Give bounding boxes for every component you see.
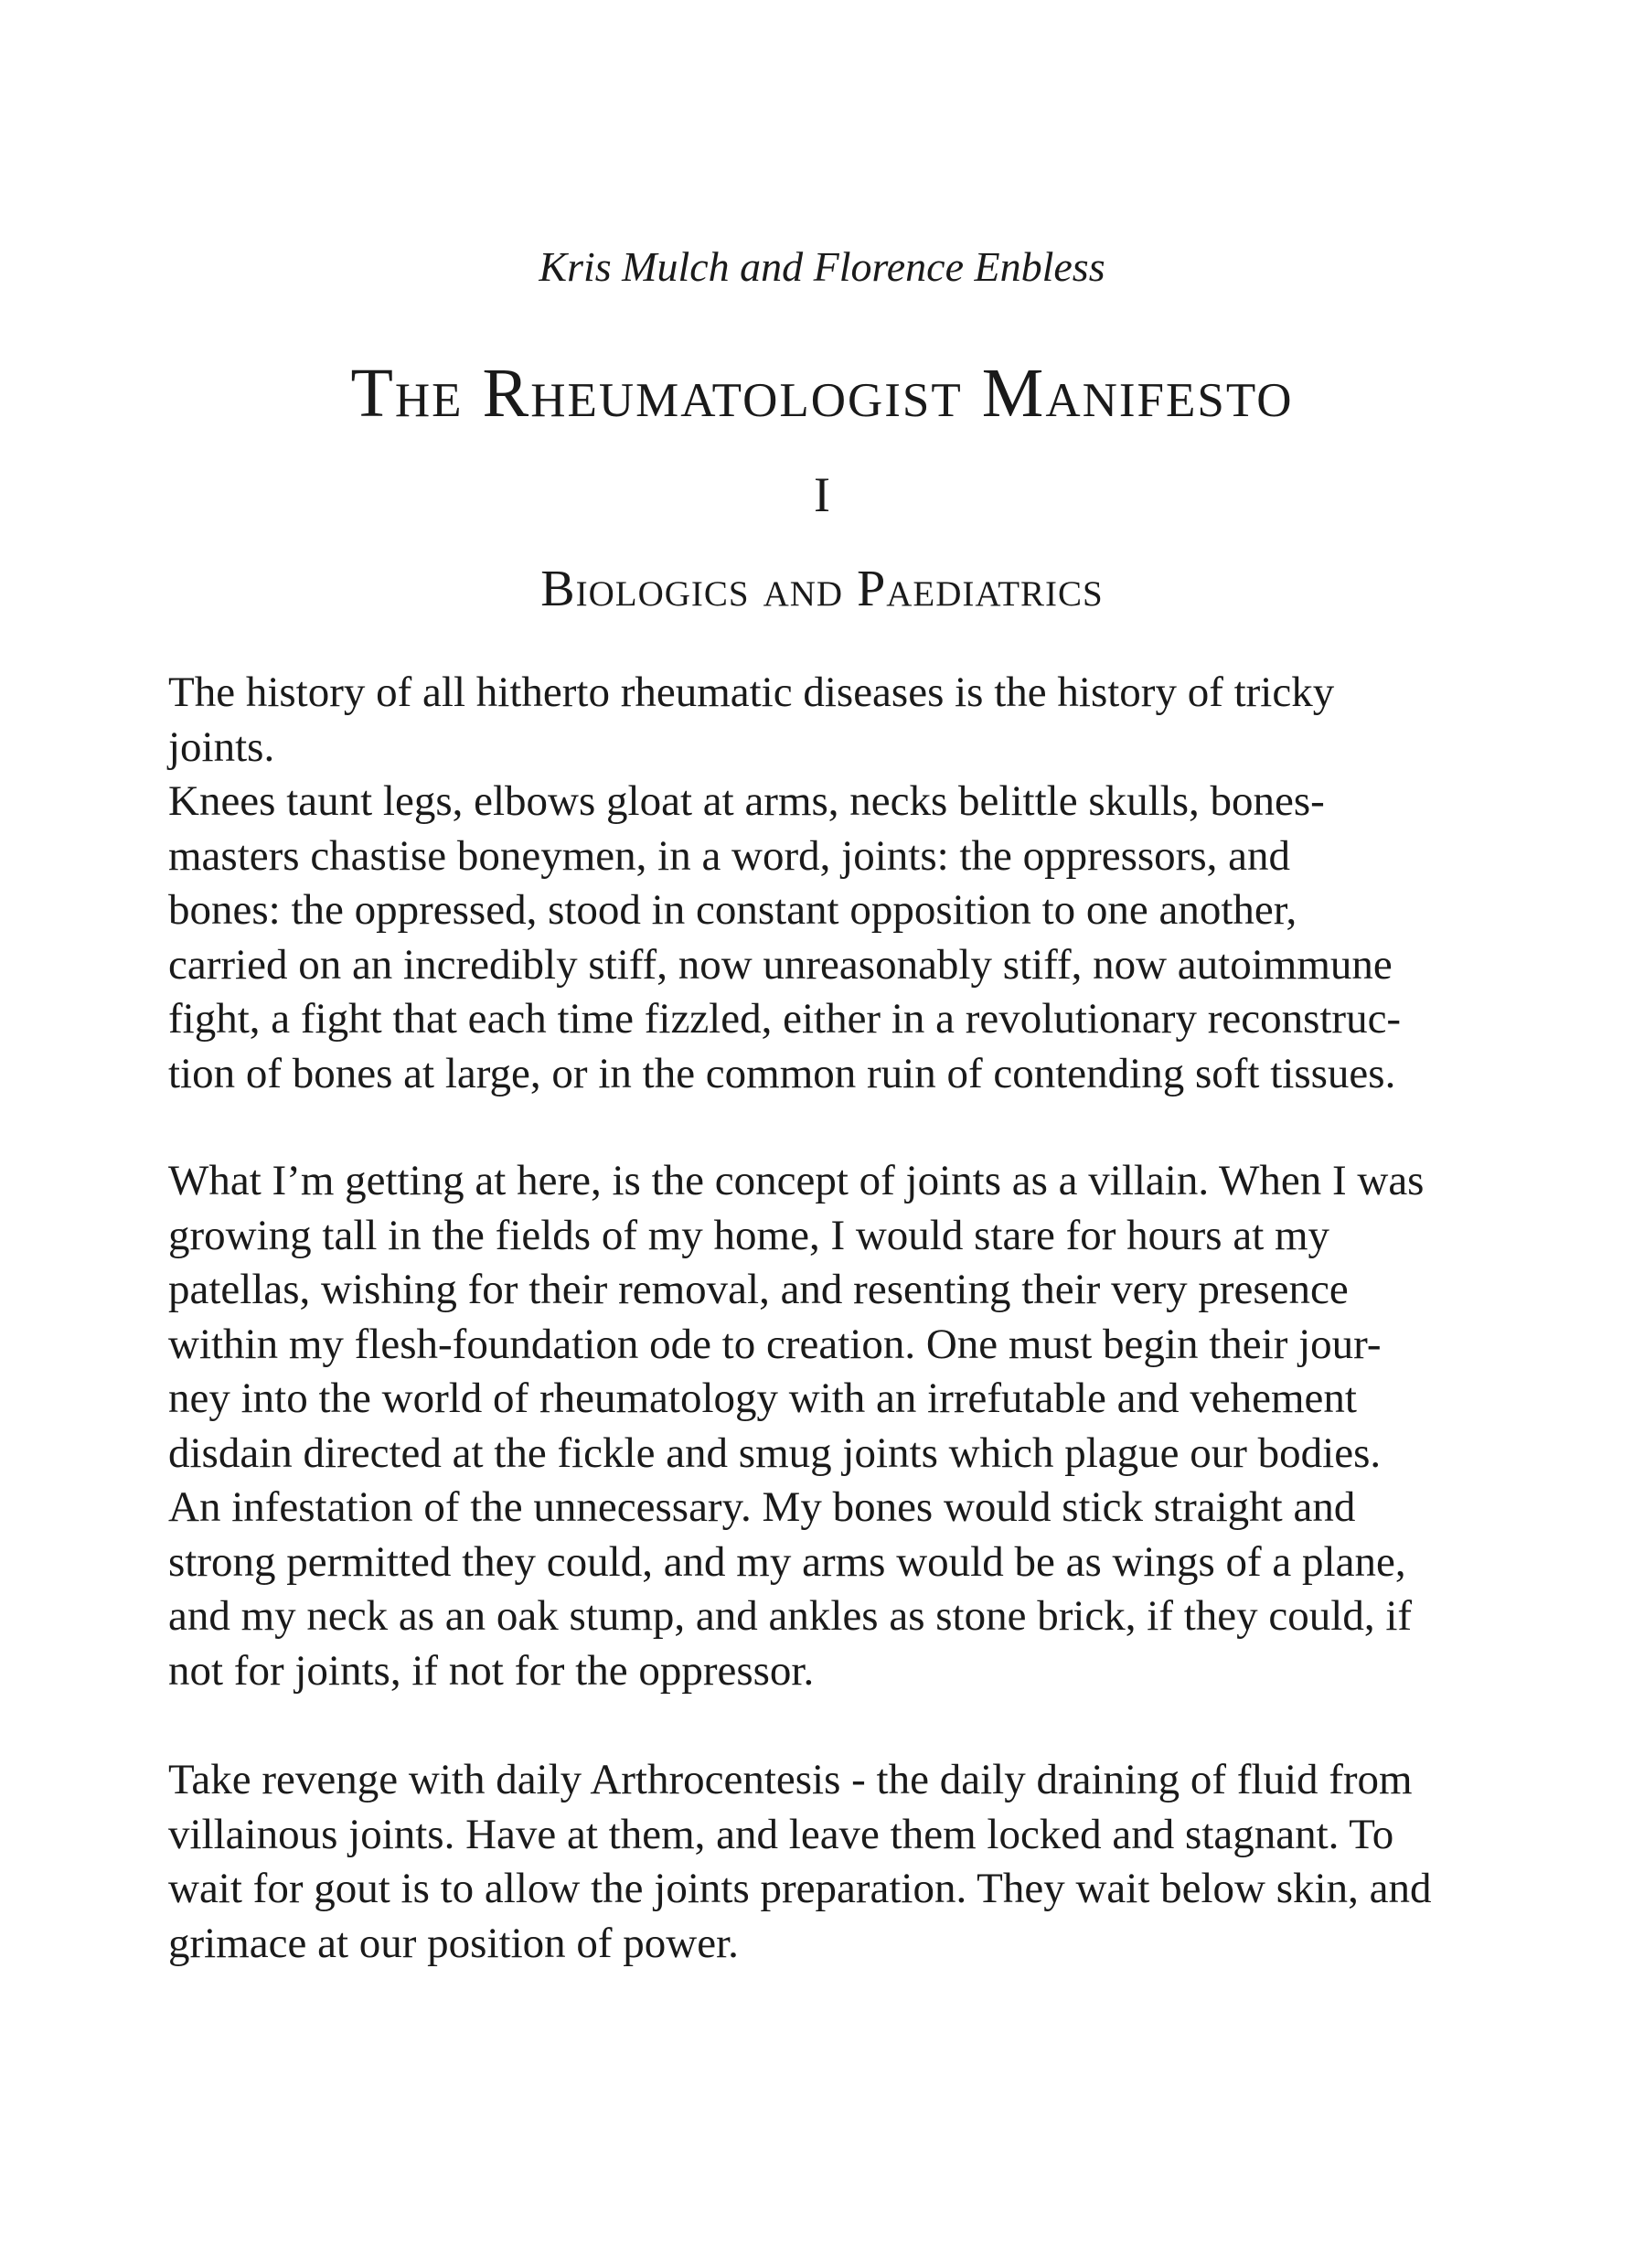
text-line: masters chastise boneymen, in a word, joints: the oppressors, and <box>168 831 1290 880</box>
text-line: growing tall in the fields of my home, I would stare for hours at my <box>168 1211 1330 1259</box>
text-line: tion of bones at large, or in the common ruin of contending soft tissues. <box>168 1049 1396 1097</box>
text-line: bones: the oppressed, stood in constant opposition to one another, <box>168 886 1297 934</box>
text-line: within my flesh-foundation ode to creation. One must begin their jour- <box>168 1320 1382 1368</box>
text-line: joints. <box>168 722 275 771</box>
text-line: Take revenge with daily Arthrocentesis - the daily draining of fluid from <box>168 1756 1413 1803</box>
text-line: An infestation of the unnecessary. My bones would stick straight and <box>168 1483 1356 1531</box>
text-line: What I’m getting at here, is the concept of joints as a villain. When I was <box>168 1157 1425 1204</box>
document-title: The Rheumatologist Manifesto <box>350 355 1294 432</box>
text-line: The history of all hitherto rheumatic diseases is the history of tricky <box>168 669 1335 716</box>
text-line: grimace at our position of power. <box>168 1919 739 1967</box>
text-line: patellas, wishing for their removal, and resenting their very presence <box>168 1266 1349 1313</box>
text-line: not for joints, if not for the oppressor. <box>168 1646 815 1695</box>
text-line: carried on an incredibly stiff, now unreasonably stiff, now autoimmune <box>168 940 1393 989</box>
text-line: strong permitted they could, and my arms would be as wings of a plane, <box>168 1537 1406 1586</box>
text-line: fight, a fight that each time fizzled, either in a revolutionary reconstruc- <box>168 995 1402 1043</box>
text-line: and my neck as an oak stump, and ankles as stone brick, if they could, if <box>168 1592 1413 1640</box>
body-paragraph-2 <box>168 1154 1531 1698</box>
body-paragraph-3 <box>168 1753 1531 1971</box>
author-byline: Kris Mulch and Florence Enbless <box>539 243 1105 290</box>
text-line: wait for gout is to allow the joints preparation. They wait below skin, and <box>168 1865 1432 1912</box>
body-paragraph-1 <box>168 666 1531 1101</box>
text-line: disdain directed at the fickle and smug joints which plague our bodies. <box>168 1428 1382 1477</box>
part-numeral: I <box>814 467 830 522</box>
text-line: villainous joints. Have at them, and leave them locked and stagnant. To <box>168 1810 1394 1858</box>
text-line: ney into the world of rheumatology with an irrefutable and vehement <box>168 1375 1357 1422</box>
text-line: Knees taunt legs, elbows gloat at arms, necks belittle skulls, bones- <box>168 777 1325 825</box>
section-subtitle: Biologics and Paediatrics <box>540 561 1104 617</box>
